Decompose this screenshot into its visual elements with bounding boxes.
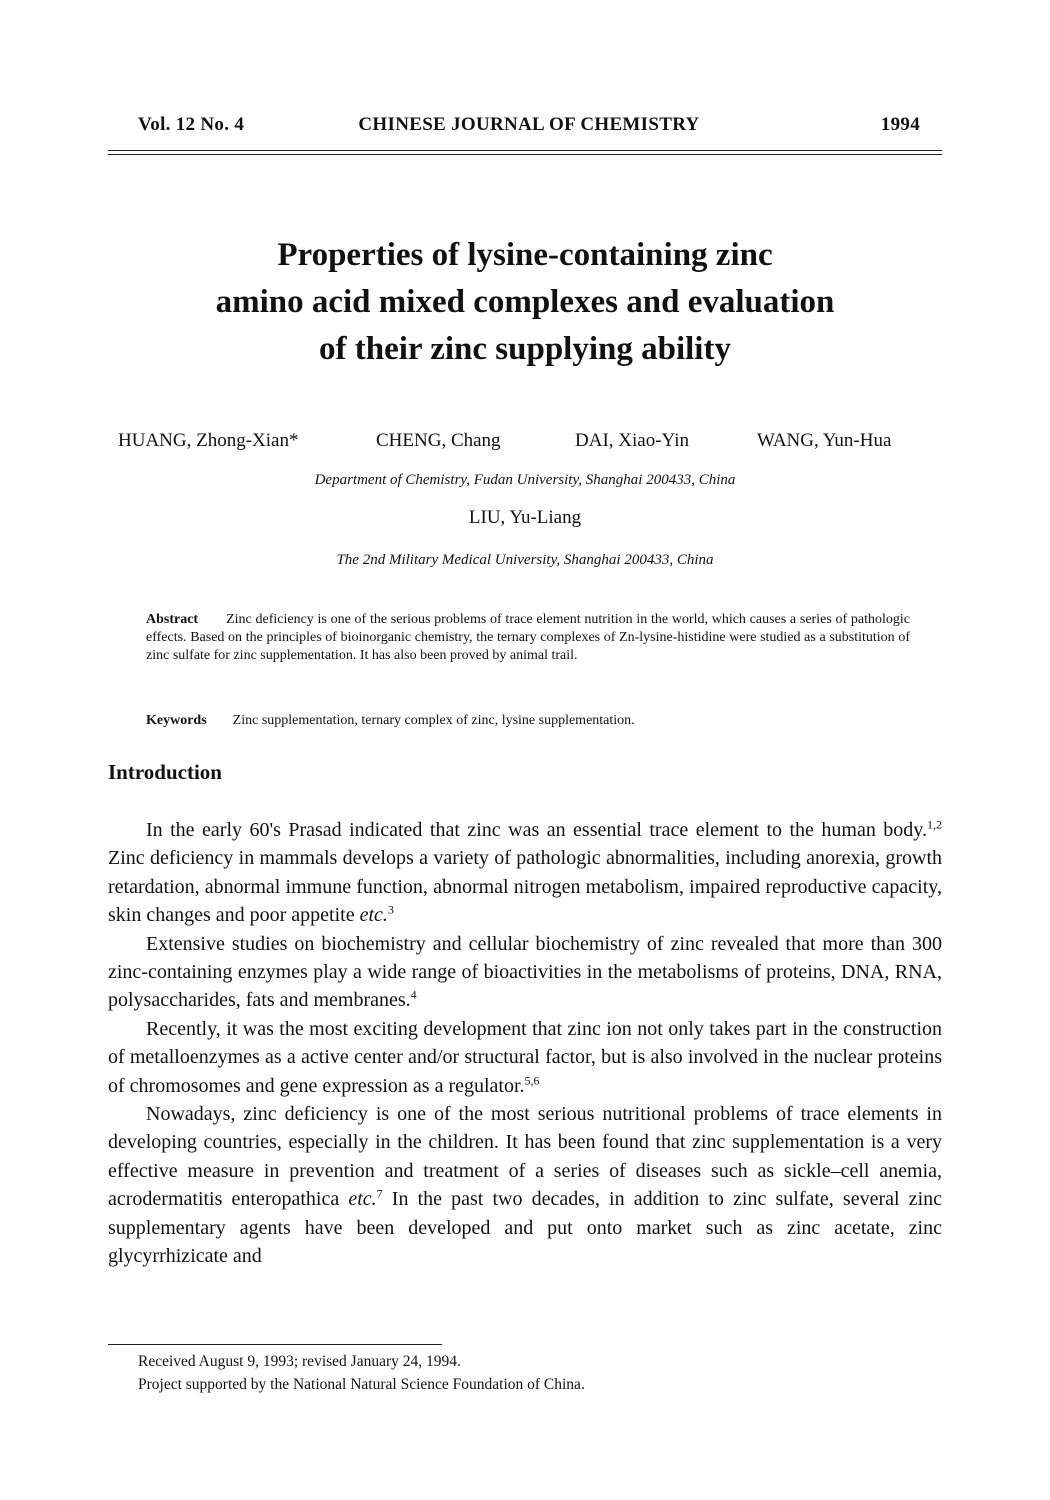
author-cheng: CHENG, Chang <box>376 430 501 451</box>
volume-issue: Vol. 12 No. 4 <box>138 114 245 135</box>
paragraph-1 <box>108 816 942 930</box>
paragraph-3-text: Recently, it was the most exciting development that zinc ion not only takes part in the construction of metalloenzymes as a active center and/or structural factor, but is also involved in the nuclear proteins of chromosomes and gene expression as a regulator. <box>108 1017 942 1097</box>
footnote-funding: Project supported by the National Natural Science Foundation of China. <box>138 1376 585 1393</box>
keywords-text: Zinc supplementation, ternary complex of zinc, lysine supplementation. <box>232 713 635 728</box>
footnote-received: Received August 9, 1993; revised January 24, 1994. <box>138 1353 461 1370</box>
keywords <box>146 712 910 730</box>
author-liu: LIU, Yu-Liang <box>468 507 582 528</box>
etc-italic: etc. <box>348 1188 377 1211</box>
header-rule-top <box>108 150 942 151</box>
article-title <box>100 232 950 373</box>
header-rule-bottom <box>108 154 942 155</box>
paragraph-4-text-a: Nowadays, zinc deficiency is one of the most serious nutritional problems of trace elements in developing countries, especially in the children. It has been found that zinc supplementation is a very effective measure in prevention and treatment of a series of diseases such as sickle–cell anemia, acrodermatitis enteropathica <box>108 1103 942 1211</box>
author-list <box>0 430 1050 456</box>
affiliation-military: The 2nd Military Medical University, Shanghai 200433, China <box>336 552 714 568</box>
author-wang: WANG, Yun-Hua <box>757 430 892 451</box>
etc-italic: etc. <box>359 904 388 927</box>
footnote-rule <box>108 1344 442 1345</box>
author-huang: HUANG, Zhong-Xian* <box>118 430 299 451</box>
paragraph-4 <box>108 1100 942 1270</box>
citation-7: 7 <box>376 1186 383 1201</box>
footnotes <box>138 1350 938 1396</box>
abstract-text: Zinc deficiency is one of the serious problems of trace element nutrition in the world, which causes a series of pathologic effects. Based on the principles of bioinorganic chemistry, the ternary complexes of Zn-lysine-histidine were studied as a substitution of zinc sulfate for zinc supplementation. It has also been proved by animal trail. <box>146 612 910 663</box>
paragraph-1-text-b: Zinc deficiency in mammals develops a variety of pathologic abnormalities, including anorexia, growth retardation, abnormal immune function, abnormal nitrogen metabolism, impaired reproductive capacity, skin changes and poor appetite <box>108 847 942 927</box>
introduction-body <box>108 816 942 1271</box>
paragraph-3 <box>108 1015 942 1100</box>
author-dai: DAI, Xiao-Yin <box>575 430 689 451</box>
keywords-label: Keywords <box>146 713 207 728</box>
title-line-2: amino acid mixed complexes and evaluation <box>215 284 835 320</box>
citation-5-6: 5,6 <box>524 1073 540 1087</box>
journal-name: CHINESE JOURNAL OF CHEMISTRY <box>358 114 700 135</box>
title-line-1: Properties of lysine-containing zinc <box>277 237 773 273</box>
abstract <box>146 611 910 665</box>
abstract-label: Abstract <box>146 612 199 627</box>
paragraph-1-text-a: In the early 60's Prasad indicated that zinc was an essential trace element to the human body. <box>146 819 927 841</box>
title-line-3: of their zinc supplying ability <box>319 331 731 367</box>
paragraph-2-text: Extensive studies on biochemistry and cellular biochemistry of zinc revealed that more than 300 zinc-containing enzymes play a wide range of bioactivities in the metabolisms of proteins, DNA, RNA, polysaccharides, fats and membranes. <box>108 932 942 1012</box>
citation-4: 4 <box>410 987 417 1002</box>
affiliation-fudan: Department of Chemistry, Fudan University, Shanghai 200433, China <box>314 472 736 488</box>
running-head <box>138 114 920 140</box>
paragraph-4-text-b: In the past two decades, in addition to zinc sulfate, several zinc supplementary agents have been developed and put onto market such as zinc acetate, zinc glycyrrhizicate and <box>108 1188 942 1268</box>
paragraph-2 <box>108 930 942 1015</box>
publication-year: 1994 <box>880 114 920 135</box>
section-heading-introduction: Introduction <box>108 760 222 784</box>
citation-1-2: 1,2 <box>927 817 942 832</box>
citation-3: 3 <box>387 902 394 917</box>
